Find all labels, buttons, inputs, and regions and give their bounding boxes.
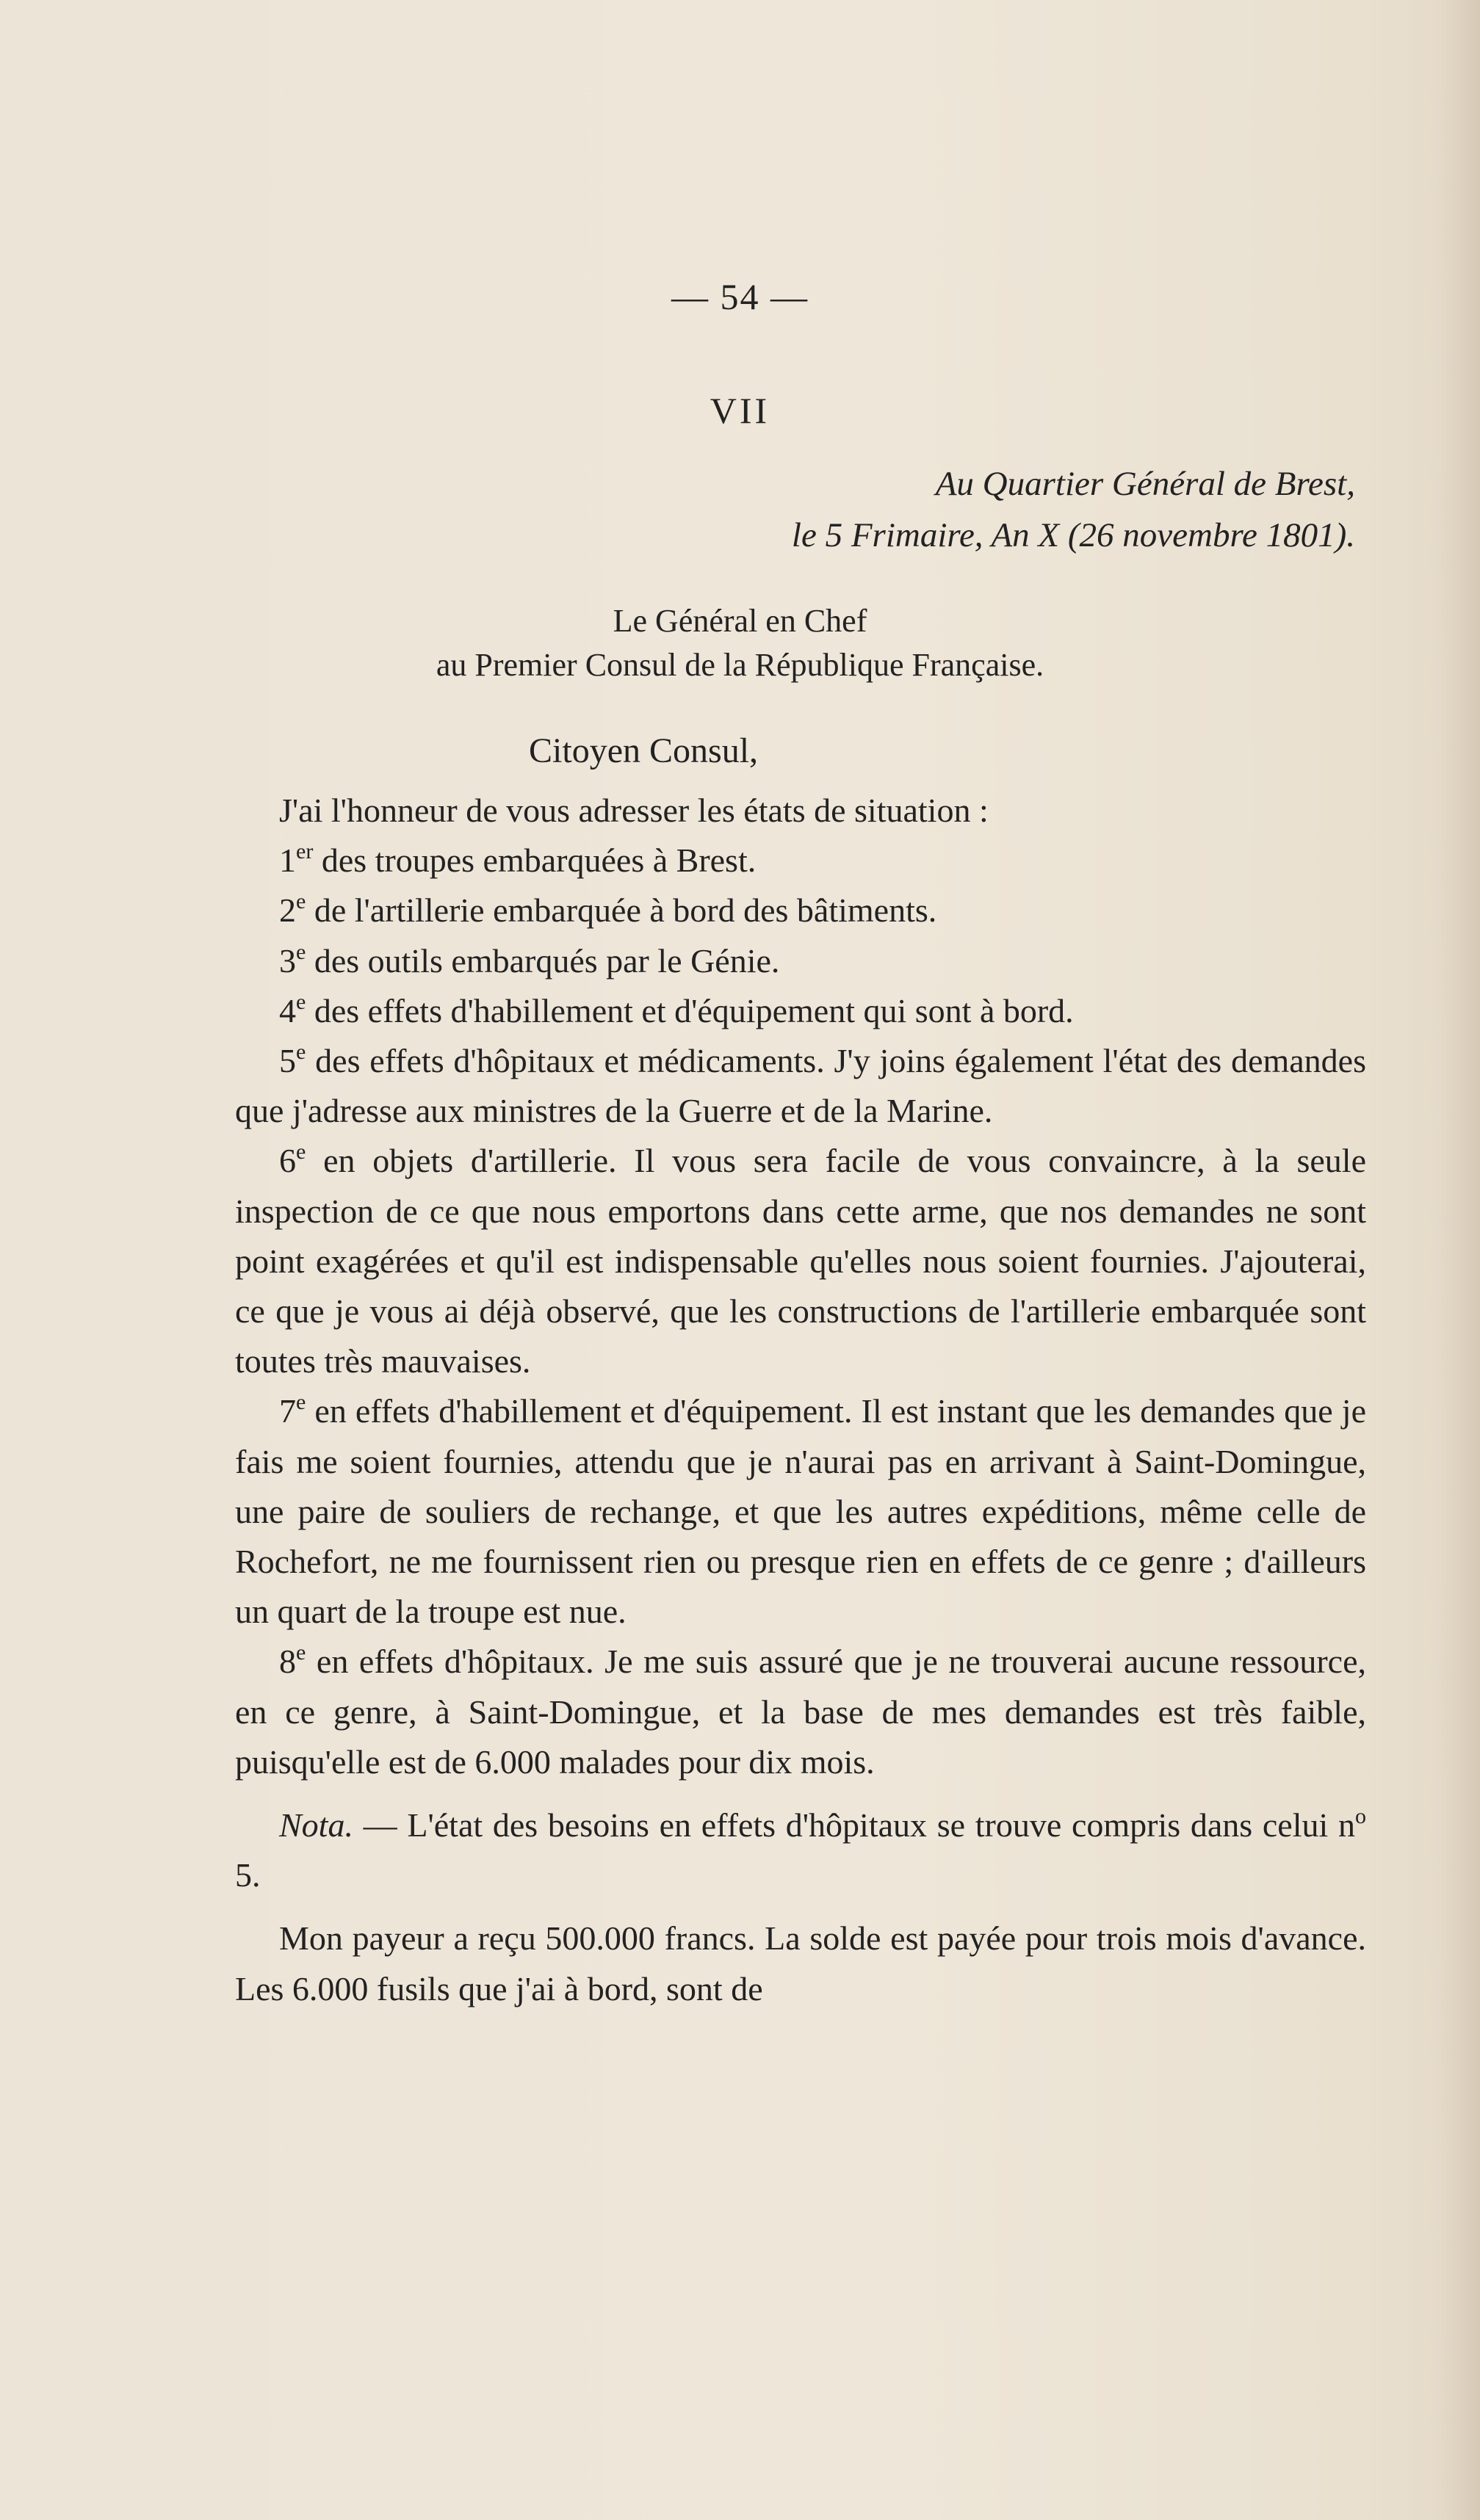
intro-paragraph: J'ai l'honneur de vous adresser les états de situation :	[279, 792, 989, 829]
closing-paragraph: Mon payeur a reçu 500.000 francs. La solde est payée pour trois mois d'avance. Les 6.000 fusils que j'ai à bord, sont de	[235, 1919, 1366, 2007]
nota-label: Nota.	[279, 1806, 353, 1844]
salutation: Citoyen Consul,	[529, 731, 759, 770]
page-edge-shadow	[1436, 0, 1480, 2520]
dateline-place: Au Quartier Général de Brest,	[935, 465, 1355, 503]
chapter-heading: VII	[710, 390, 770, 431]
dateline-date: le 5 Frimaire, An X (26 novembre 1801).	[791, 516, 1355, 554]
list-item: 1er des troupes embarquées à Brest.	[279, 839, 757, 880]
page-number: — 54 —	[671, 276, 809, 317]
list-item: 8e en effets d'hôpitaux. Je me suis assuré que je ne trouverai aucune ressource, en ce genre, à Saint-Domingue, et la base de mes demandes est très faible, puisqu'elle est de 6.000 malades pour dix mois.	[235, 1640, 1366, 1781]
recipient-line: au Premier Consul de la République Française.	[436, 647, 1044, 683]
list-item: 2e de l'artillerie embarquée à bord des bâtiments.	[279, 889, 937, 930]
list-item: 4e des effets d'habillement et d'équipement qui sont à bord.	[279, 989, 1074, 1029]
sender-line: Le Général en Chef	[613, 603, 867, 639]
list-item: 6e en objets d'artillerie. Il vous sera facile de vous convaincre, à la seule inspection de ce que nous emportons dans cette arme, que nos demandes ne sont point exagérées et qu'il est indispensable qu'elles nous soient fournies. J'ajouterai, ce que je vous ai déjà observé, que les constructions de l'artillerie embarquée sont toutes très mauvaises.	[235, 1140, 1366, 1380]
list-item: 7e en effets d'habillement et d'équipement. Il est instant que les demandes que je fais me soient fournies, attendu que je n'aurai pas en arrivant à Saint-Domingue, une paire de souliers de rechange, et que les autres expéditions, même celle de Rochefort, ne me fournissent rien ou presque rien en effets de ce genre ; d'ailleurs un quart de la troupe est nue.	[235, 1390, 1366, 1631]
list-item: 5e des effets d'hôpitaux et médicaments. J'y joins également l'état des demandes que j'adresse aux ministres de la Guerre et de la Marine.	[235, 1040, 1366, 1130]
letter-body	[235, 786, 1366, 2014]
nota-paragraph: Nota. — L'état des besoins en effets d'hôpitaux se trouve compris dans celui $n^o$ 5.	[235, 1804, 1366, 1894]
list-item: 3e des outils embarqués par le Génie.	[279, 939, 780, 980]
